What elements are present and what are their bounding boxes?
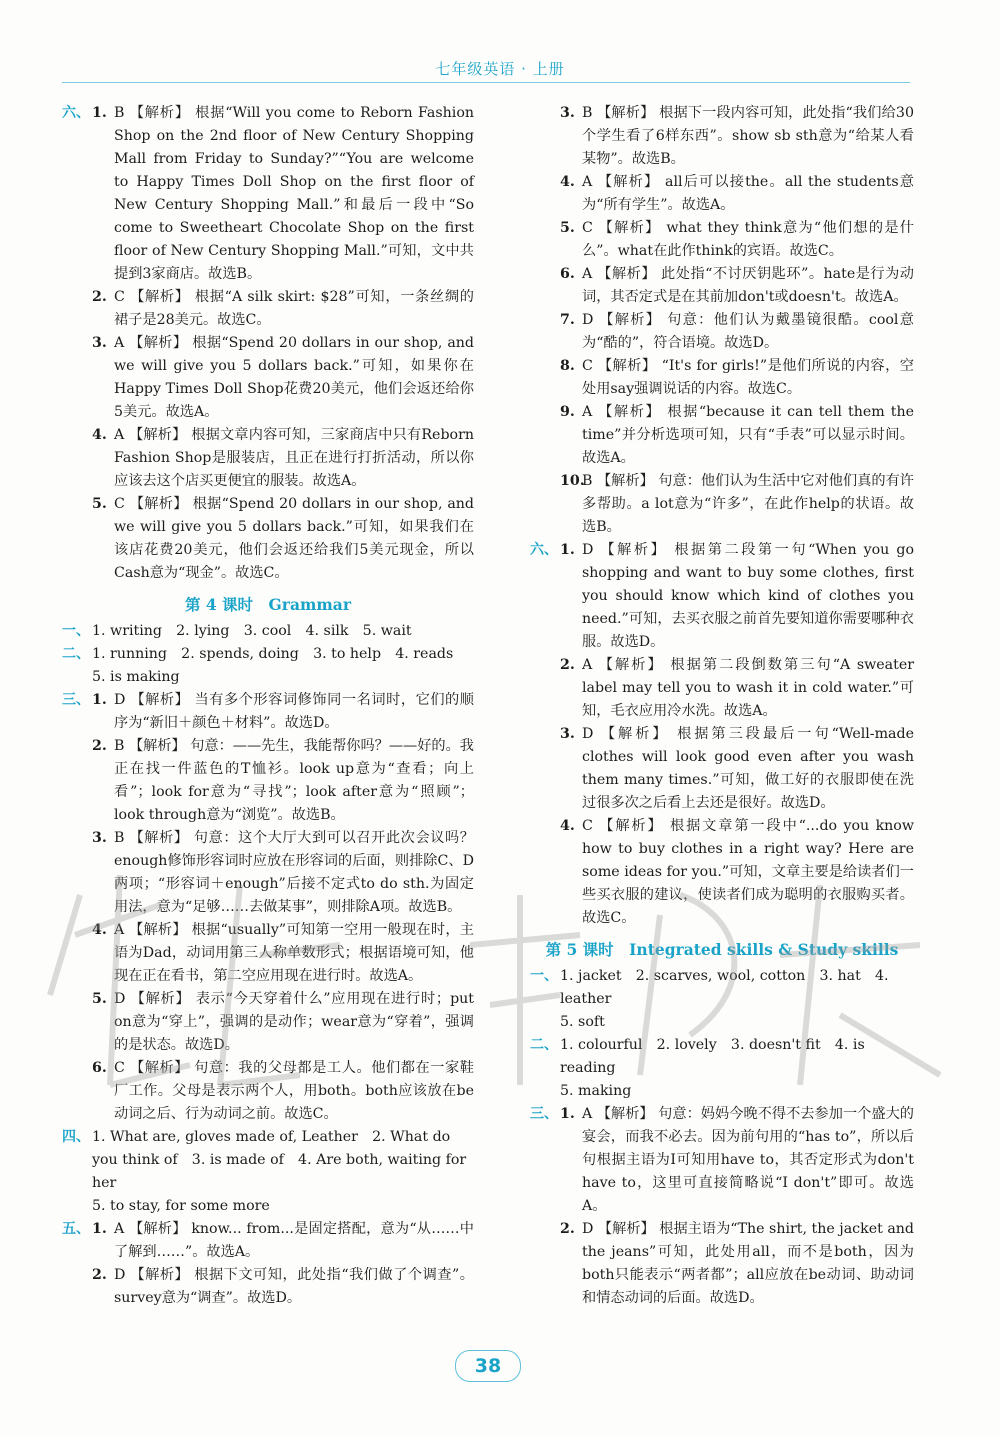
answer-text: A 【解析】 根据文章内容可知，三家商店中只有Reborn Fashion Shop是服装店，且正在进行打折活动，所以你应该去这个店买更便宜的服装。故选A。 [114, 427, 474, 489]
answer-item [530, 654, 914, 723]
part-marker [530, 1218, 560, 1310]
part-marker [62, 493, 92, 585]
answer-text: A 【解析】 know... from...是固定搭配，意为“从……中了解到……”。故选A。 [114, 1221, 474, 1260]
answer-text: 1. writing 2. lying 3. cool 4. silk 5. wait [92, 623, 412, 639]
part-marker [62, 424, 92, 493]
question-number: 7. [560, 312, 575, 328]
answer-item [530, 171, 914, 217]
header-divider [62, 82, 910, 83]
question-number: 8. [560, 358, 575, 374]
answer-item [530, 401, 914, 470]
answer-item [530, 470, 914, 539]
left-column [62, 102, 474, 1310]
answer-item [62, 102, 474, 286]
answer-text: D 【解析】 当有多个形容词修饰同一名词时，它们的顺序为“新旧＋颜色＋材料”。故选D。 [114, 692, 474, 731]
answer-item [62, 424, 474, 493]
answer-text: 5. soft [560, 1014, 605, 1030]
question-number: 2. [560, 657, 575, 673]
part-marker [530, 355, 560, 401]
answer-item [62, 827, 474, 919]
section-heading: 第 5 课时 Integrated skills & Study skills [545, 940, 899, 959]
answer-item [530, 723, 914, 815]
answer-item [530, 965, 914, 1011]
answer-text: 1. running 2. spends, doing 3. to help 4. reads [92, 646, 454, 662]
answer-item [62, 332, 474, 424]
answer-item [62, 643, 474, 666]
answer-item [62, 1218, 474, 1264]
part-marker [62, 988, 92, 1057]
answer-text: A 【解析】 all后可以接the。all the students意为“所有学生”。故选A。 [582, 174, 914, 213]
part-marker: 一、 [62, 623, 90, 639]
answer-item [62, 286, 474, 332]
part-marker: 二、 [530, 1037, 558, 1053]
answer-item [62, 988, 474, 1057]
part-marker [62, 286, 92, 332]
part-marker [62, 827, 92, 919]
part-marker [530, 171, 560, 217]
question-number: 4. [560, 174, 575, 190]
answer-text: D 【解析】 根据主语为“The shirt, the jacket and the jeans”可知，此处用all，而不是both，因为both只能表示“两者都”；all应放在be动词、助动词和情态动词的后面。故选D。 [582, 1221, 914, 1306]
answer-text: 5. making [560, 1083, 632, 1099]
part-marker [530, 309, 560, 355]
answer-text: B 【解析】 根据“Will you come to Reborn Fashion Shop on the 2nd floor of New Century Shopping Mall from Friday to Sunday?”“You are welcome to Happy Times Doll Shop on the first floor of New Century Shopping Mall.”和最后一段中“So come to Sweetheart Chocolate Shop on the first floor of New Century Shopping Mall.”可知，文中共提到3家商店。故选B。 [114, 105, 474, 282]
part-marker [62, 735, 92, 827]
part-marker [62, 332, 92, 424]
answer-item [530, 1011, 914, 1034]
question-number: 2. [92, 738, 107, 754]
answer-text: B 【解析】 句意：他们认为生活中它对他们真的有许多帮助。a lot意为“许多”，在此作help的状语。故选B。 [582, 473, 914, 535]
part-marker [62, 1195, 92, 1218]
question-number: 2. [92, 289, 107, 305]
answer-item [530, 539, 914, 654]
answer-item [530, 815, 914, 930]
answer-text: C 【解析】 根据“Spend 20 dollars in our shop, and we will give you 5 dollars back.”可知，如果我们在该店花费20美元，他们会返还给我们5美元现金，所以Cash意为“现金”。故选C。 [114, 496, 474, 581]
answer-text: A 【解析】 根据“because it can tell them the time”并分析选项可知，只有“手表”可以显示时间。故选A。 [582, 404, 914, 466]
part-marker: 三、 [62, 692, 90, 708]
question-number: 9. [560, 404, 575, 420]
question-number: 3. [560, 726, 575, 742]
answer-item [530, 1218, 914, 1310]
question-number: 1. [560, 1106, 575, 1122]
part-marker: 六、 [530, 542, 558, 558]
answer-text: B 【解析】 句意：——先生，我能帮你吗？——好的。我正在找一件蓝色的T恤衫。look up意为“查看；向上看”；look for意为“寻找”；look after意为“照顾”；look through意为“浏览”。故选B。 [114, 738, 474, 823]
header-title: 七年级英语 · 上册 [435, 60, 565, 78]
question-number: 2. [92, 1267, 107, 1283]
question-number: 3. [92, 830, 107, 846]
answer-item [62, 493, 474, 585]
answer-item [62, 1264, 474, 1310]
part-marker: 二、 [62, 646, 90, 662]
answer-text: D 【解析】 句意：他们认为戴墨镜很酷。cool意为“酷的”，符合语境。故选D。 [582, 312, 914, 351]
answer-text: C 【解析】 “It's for girls!”是他们所说的内容，空处用say强调说话的内容。故选C。 [582, 358, 914, 397]
part-marker [62, 1057, 92, 1126]
question-number: 1. [92, 105, 107, 121]
answer-item [62, 1195, 474, 1218]
part-marker [530, 401, 560, 470]
part-marker: 六、 [62, 105, 90, 121]
question-number: 6. [92, 1060, 107, 1076]
answer-item [530, 1080, 914, 1103]
answer-text: D 【解析】 根据第二段第一句“When you go shopping and want to buy some clothes, first you should know which kind of clothes you need.”可知，去买衣服之前首先要知道你需要哪种衣服。故选D。 [582, 542, 914, 650]
answer-text: C 【解析】 what they think意为“他们想的是什么”。what在此作think的宾语。故选C。 [582, 220, 914, 259]
part-marker [530, 1011, 560, 1034]
answer-text: B 【解析】 句意：这个大厅大到可以召开此次会议吗？enough修饰形容词时应放在形容词的后面，则排除C、D两项；“形容词＋enough”后接不定式to do sth.为固定用法，意为“足够……去做某事”，则排除A项。故选B。 [114, 830, 474, 915]
question-number: 10. [560, 473, 585, 489]
answer-text: 1. What are, gloves made of, Leather 2. What do you think of 3. is made of 4. Are both, waiting for her [92, 1129, 467, 1191]
question-number: 1. [560, 542, 575, 558]
question-number: 4. [92, 922, 107, 938]
part-marker [62, 919, 92, 988]
part-marker: 四、 [62, 1129, 90, 1145]
question-number: 1. [92, 1221, 107, 1237]
right-column [530, 102, 914, 1310]
answer-item [530, 1034, 914, 1080]
answer-item [530, 263, 914, 309]
question-number: 4. [560, 818, 575, 834]
answer-item [62, 689, 474, 735]
answer-text: A 【解析】 根据“usually”可知第一空用一般现在时，主语为Dad，动词用第三人称单数形式；根据语境可知，他现在正在看书，第二空应用现在进行时。故选A。 [114, 922, 474, 984]
part-marker [530, 654, 560, 723]
answer-text: 1. jacket 2. scarves, wool, cotton 3. hat 4. leather [560, 968, 889, 1007]
answer-item [62, 620, 474, 643]
answer-item [62, 919, 474, 988]
answer-text: 5. is making [92, 669, 180, 685]
part-marker [530, 102, 560, 171]
answer-item [530, 309, 914, 355]
answer-text: 1. colourful 2. lovely 3. doesn't fit 4. is reading [560, 1037, 865, 1076]
part-marker [530, 470, 560, 539]
answer-text: 5. to stay, for some more [92, 1198, 270, 1214]
answer-text: B 【解析】 根据下一段内容可知，此处指“我们给30个学生看了6样东西”。show sb sth意为“给某人看某物”。故选B。 [582, 105, 914, 167]
page-number: 38 [474, 1355, 502, 1377]
section-heading: 第 4 课时 Grammar [184, 595, 352, 614]
question-number: 5. [92, 991, 107, 1007]
question-number: 6. [560, 266, 575, 282]
answer-text: A 【解析】 根据“Spend 20 dollars in our shop, and we will give you 5 dollars back.”可知，如果你在Happy Times Doll Shop花费20美元，他们会返还给你5美元。故选A。 [114, 335, 474, 420]
answer-text: A 【解析】 此处指“不讨厌钥匙环”。hate是行为动词，其否定式是在其前加don't或doesn't。故选A。 [582, 266, 914, 305]
part-marker [530, 723, 560, 815]
answer-item [530, 1103, 914, 1218]
part-marker: 五、 [62, 1221, 90, 1237]
question-number: 3. [92, 335, 107, 351]
answer-item [530, 217, 914, 263]
answer-item [62, 1126, 474, 1195]
answer-text: D 【解析】 表示“今天穿着什么”应用现在进行时；put on意为“穿上”，强调的是动作；wear意为“穿着”，强调的是状态。故选D。 [114, 991, 474, 1053]
answer-text: D 【解析】 根据下文可知，此处指“我们做了个调查”。survey意为“调查”。故选D。 [114, 1267, 474, 1306]
question-number: 4. [92, 427, 107, 443]
answer-text: C 【解析】 句意：我的父母都是工人。他们都在一家鞋厂工作。父母是表示两个人，用both。both应该放在be动词之后、行为动词之前。故选C。 [114, 1060, 474, 1122]
answer-text: D 【解析】 根据第三段最后一句“Well-made clothes will look good even after you wash them many times.”可知，做工好的衣服即使在洗过很多次之后看上去还是很好。故选D。 [582, 726, 914, 811]
answer-text: C 【解析】 根据文章第一段中“...do you know how to buy clothes in a right way? Here are some ideas for you.”可知，文章主要是给读者们一些买衣服的建议，使读者们成为聪明的衣服购买者。故选C。 [582, 818, 914, 926]
answer-item [530, 102, 914, 171]
answer-text: A 【解析】 根据第二段倒数第三句“A sweater label may tell you to wash it in cold water.”可知，毛衣应用冷水洗。故选A。 [582, 657, 914, 719]
answer-item [62, 666, 474, 689]
part-marker [530, 815, 560, 930]
question-number: 5. [560, 220, 575, 236]
answer-item [530, 355, 914, 401]
part-marker [62, 1264, 92, 1310]
part-marker [530, 217, 560, 263]
question-number: 3. [560, 105, 575, 121]
part-marker [530, 263, 560, 309]
answer-text: C 【解析】 根据“A silk skirt: $28”可知，一条丝绸的裙子是28美元。故选C。 [114, 289, 474, 328]
part-marker: 一、 [530, 968, 558, 984]
question-number: 1. [92, 692, 107, 708]
question-number: 5. [92, 496, 107, 512]
part-marker [62, 666, 92, 689]
part-marker: 三、 [530, 1106, 558, 1122]
question-number: 2. [560, 1221, 575, 1237]
page-number-badge [455, 1350, 521, 1382]
part-marker [530, 1080, 560, 1103]
answer-text: A 【解析】 句意：妈妈今晚不得不去参加一个盛大的宴会，而我不必去。因为前句用的“has to”，所以后句根据主语为I可知用have to，其否定形式为don't have to，这里可直接简略说“I don't”即可。故选A。 [582, 1106, 914, 1214]
answer-item [62, 735, 474, 827]
answer-item [62, 1057, 474, 1126]
